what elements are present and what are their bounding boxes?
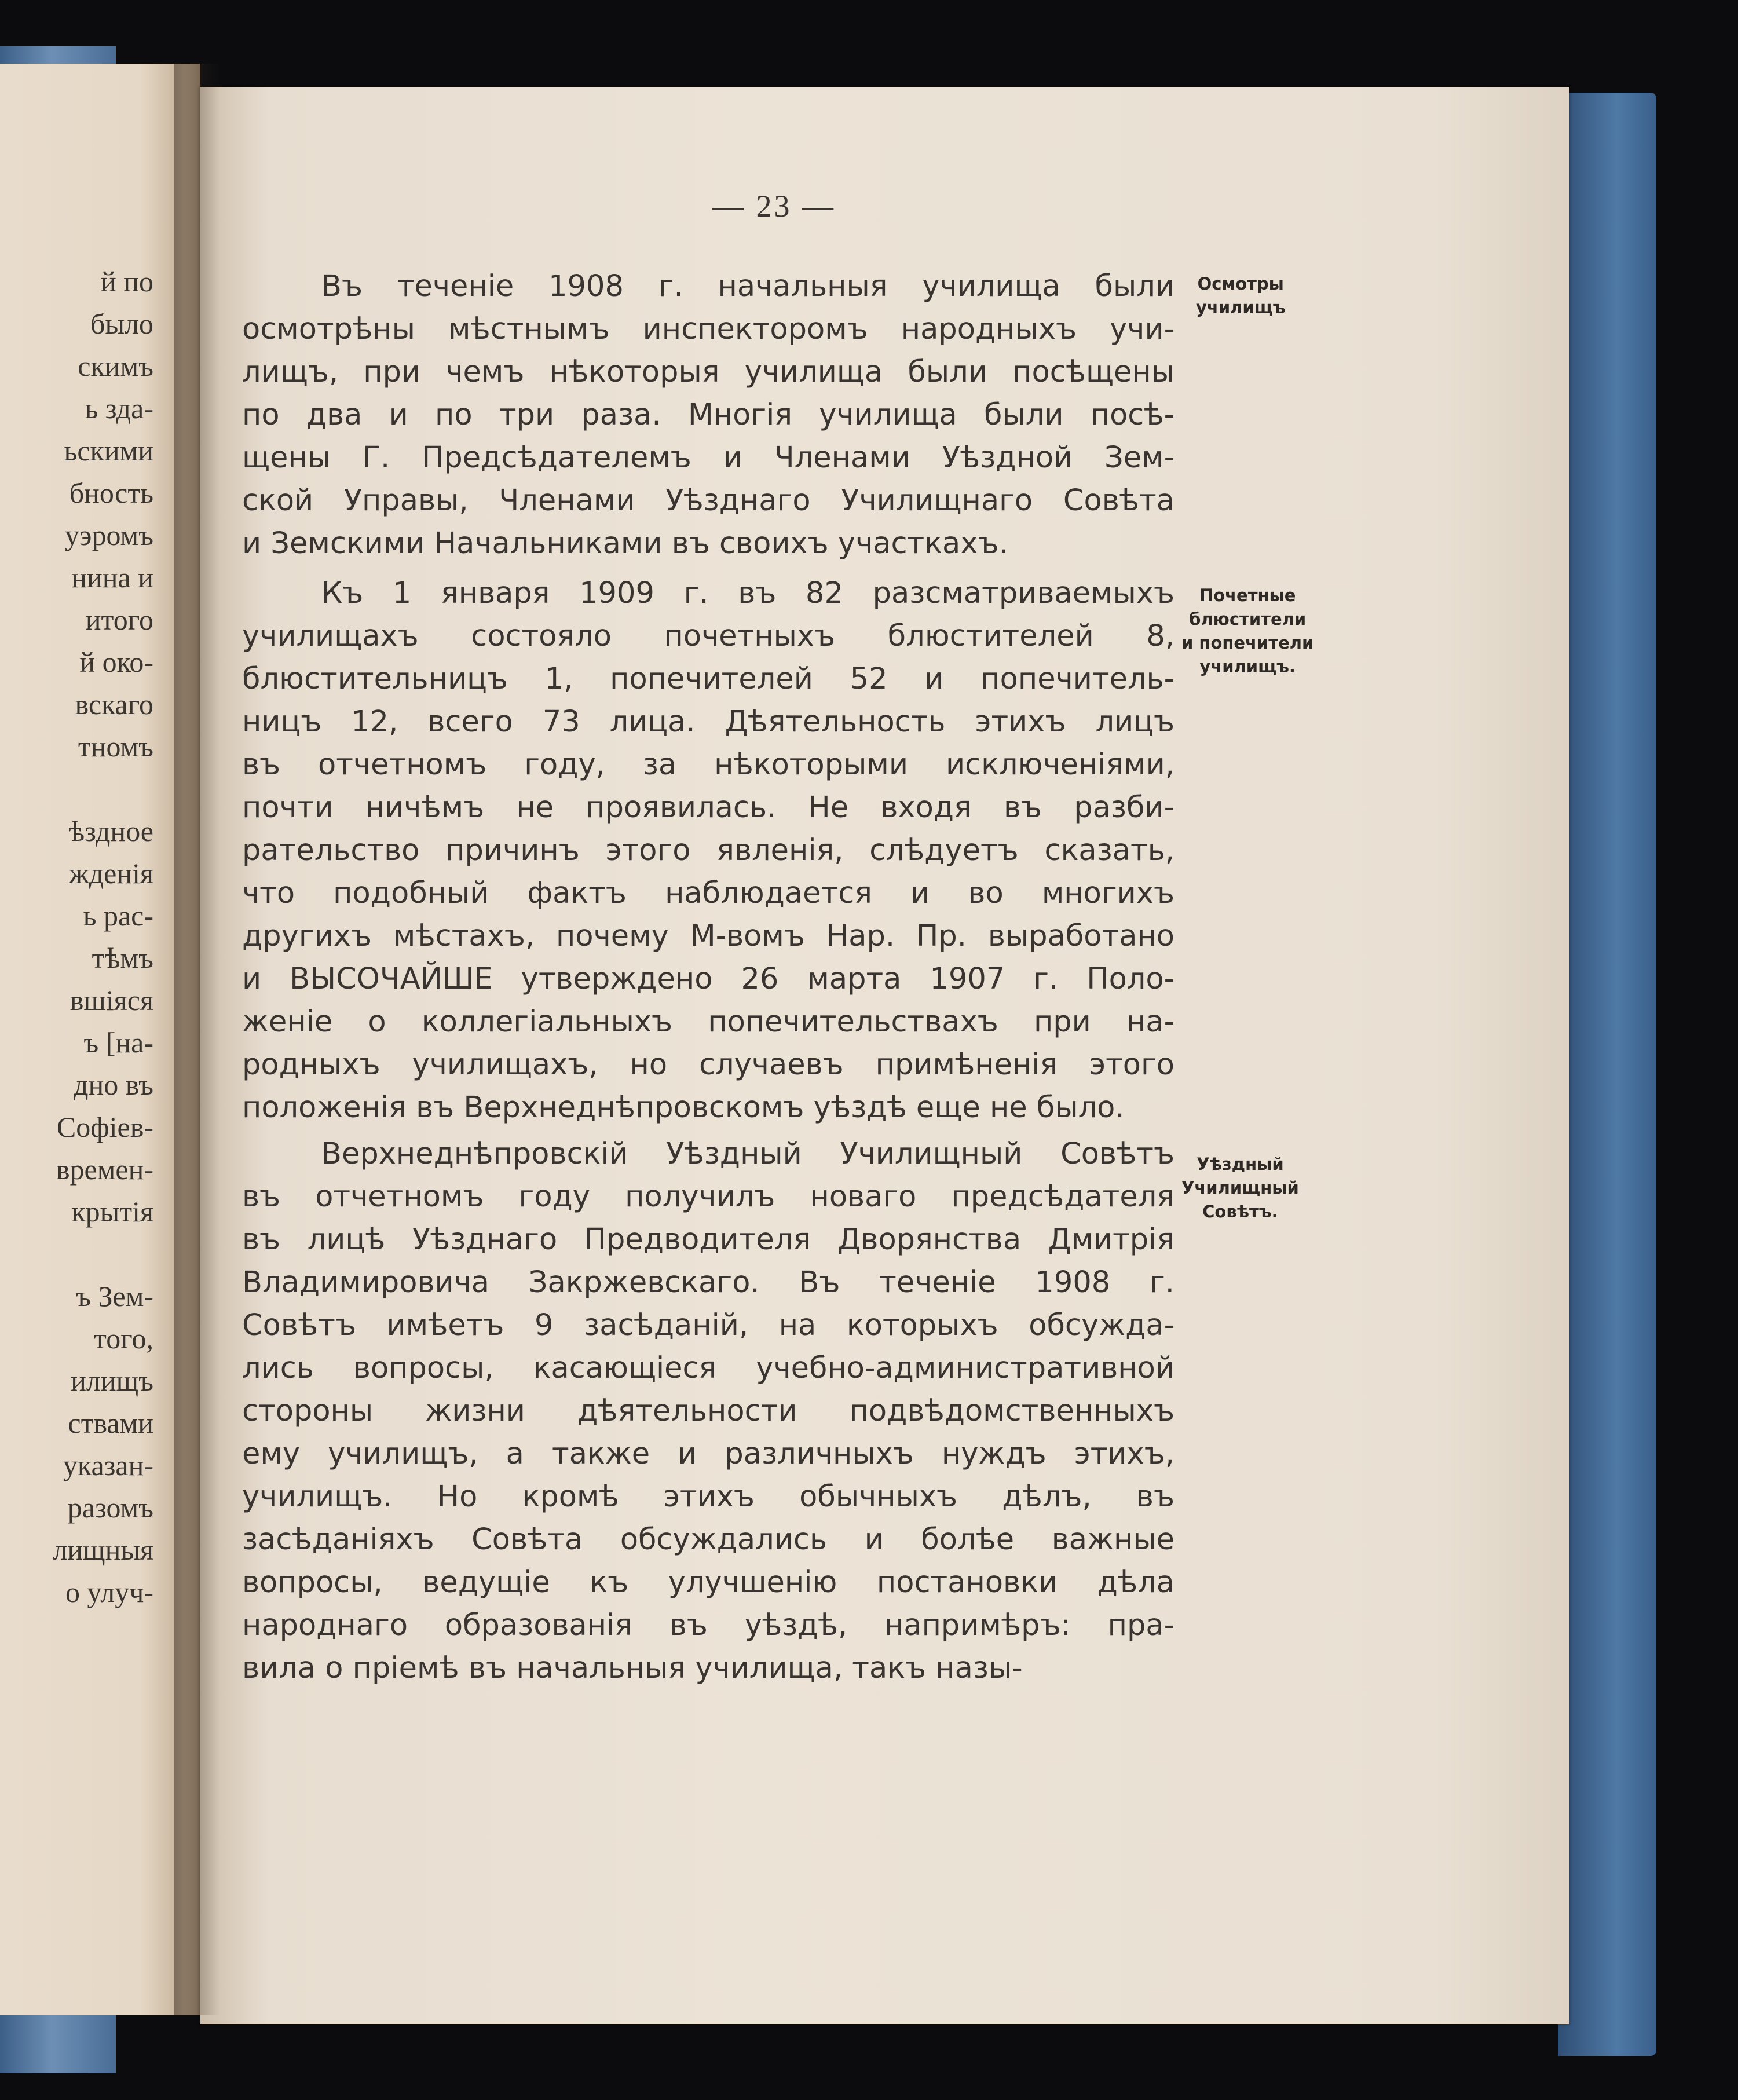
facing-page-line: ь зда- (85, 392, 153, 425)
paragraph-line: стороны жизни дѣятельности подвѣдомственныхъ (242, 1394, 1174, 1428)
facing-page-line: разомъ (67, 1491, 153, 1524)
paragraph-line: въ лицѣ Уѣзднаго Предводителя Дворянства Дмитрія (242, 1223, 1174, 1257)
paragraph-line: родныхъ училищахъ, но случаевъ примѣненія этого (242, 1048, 1174, 1082)
facing-page-line: тномъ (78, 730, 153, 763)
book-cover-right (1558, 93, 1656, 2056)
paragraph-line: ему училищъ, а также и различныхъ нуждъ этихъ, (242, 1437, 1174, 1471)
paragraph-line: въ отчетномъ году получилъ новаго предсѣдателя (242, 1180, 1174, 1214)
paragraph-line: ской Управы, Членами Уѣзднаго Училищнаго Совѣта (242, 484, 1174, 518)
margin-note (1181, 1153, 1299, 1224)
paragraph-line: и Земскими Начальниками въ своихъ участкахъ. (242, 526, 1008, 561)
margin-note-line: Уѣздный (1197, 1154, 1284, 1174)
facing-page-gap (53, 768, 153, 810)
page-number: — 23 — (712, 189, 836, 224)
margin-note-line: Училищный (1181, 1178, 1299, 1198)
paragraph-line: училищахъ состояло почетныхъ блюстителей 8, (242, 619, 1174, 653)
paragraph-line: другихъ мѣстахъ, почему М-вомъ Нар. Пр. выработано (242, 919, 1174, 953)
facing-page-line: времен- (56, 1153, 153, 1186)
paragraph-line: что подобный фактъ наблюдается и во многихъ (242, 876, 1174, 910)
paragraph-line: лись вопросы, касающіеся учебно-административной (242, 1351, 1174, 1385)
facing-page-line: бность (69, 477, 153, 509)
margin-note-line: училищъ (1196, 298, 1286, 317)
paragraph-line: народнаго образованія въ уѣздѣ, напримѣръ: пра- (242, 1608, 1174, 1642)
paragraph-line: блюстительницъ 1, попечителей 52 и попечитель- (242, 662, 1174, 696)
paragraph-first-line: Въ теченіе 1908 г. начальныя училища были (321, 269, 1174, 303)
paragraph-first-line: Къ 1 января 1909 г. въ 82 разсматриваемыхъ (321, 576, 1174, 610)
margin-note-line: Совѣтъ. (1202, 1202, 1278, 1221)
facing-page-line: илищъ (71, 1364, 153, 1397)
facing-page-line: крытія (71, 1195, 153, 1228)
facing-page-line: тѣмъ (92, 942, 153, 974)
facing-page-line: было (90, 308, 153, 340)
paragraph-line: лищъ, при чемъ нѣкоторыя училища были посѣщены (242, 355, 1174, 389)
paragraph-line: рательство причинъ этого явленія, слѣдуетъ сказать, (242, 833, 1174, 868)
margin-note-line: Почетные (1199, 586, 1296, 605)
paragraph-line: вопросы, ведущіе къ улучшенію постановки дѣла (242, 1565, 1174, 1600)
margin-note-line: училищъ. (1199, 657, 1296, 676)
paragraph-line: засѣданіяхъ Совѣта обсуждались и болѣе важные (242, 1523, 1174, 1557)
paragraph-line: осмотрѣны мѣстнымъ инспекторомъ народныхъ учи- (242, 312, 1174, 346)
facing-page-line: вскаго (75, 688, 153, 720)
paragraph-first-line: Верхнеднѣпровскій Уѣздный Училищный Совѣтъ (321, 1137, 1174, 1171)
facing-page-gap (53, 1233, 153, 1275)
facing-page-line: вшіяся (69, 984, 153, 1016)
paragraph-line: Совѣтъ имѣетъ 9 засѣданій, на которыхъ обсужда- (242, 1308, 1174, 1342)
facing-page-line: й по (100, 265, 153, 298)
facing-page-line: о улуч- (65, 1576, 153, 1608)
facing-page-line: нина и (71, 561, 153, 594)
facing-page-line: ъ Зем- (76, 1280, 153, 1312)
facing-page-line: жденія (69, 857, 153, 890)
margin-note-line: и попечители (1181, 633, 1314, 653)
facing-page-line: того, (94, 1322, 153, 1355)
margin-note (1196, 272, 1286, 320)
paragraph-line: ницъ 12, всего 73 лица. Дѣятельность этихъ лицъ (242, 705, 1174, 739)
facing-page-line: уэромъ (64, 519, 153, 551)
facing-page-line: ьскими (64, 434, 153, 467)
facing-page-line: скимъ (78, 350, 153, 382)
facing-page-line: ь рас- (83, 899, 153, 932)
paragraph-line: училищъ. Но кромѣ этихъ обычныхъ дѣлъ, въ (242, 1480, 1174, 1514)
margin-note (1181, 584, 1313, 679)
paragraph-line: щены Г. Предсѣдателемъ и Членами Уѣздной Зем- (242, 441, 1174, 475)
facing-page-line: итого (85, 603, 153, 636)
facing-page-line: указан- (63, 1449, 153, 1481)
facing-page-line: дно въ (74, 1069, 153, 1101)
facing-page-line: ствами (68, 1407, 153, 1439)
facing-page-line: Софіев- (56, 1111, 153, 1143)
paragraph-line: Владимировича Закржевскаго. Въ теченіе 1908 г. (242, 1265, 1174, 1300)
gutter-shadow (174, 64, 220, 2015)
facing-page-line: ѣздное (69, 815, 153, 847)
paragraph-line: въ отчетномъ году, за нѣкоторыми исключеніями, (242, 748, 1174, 782)
facing-page-left (0, 64, 200, 2015)
paragraph-line: женіе о коллегіальныхъ попечительствахъ при на- (242, 1005, 1174, 1039)
paragraph-line: и ВЫСОЧАЙШЕ утверждено 26 марта 1907 г. Поло- (242, 962, 1174, 996)
paragraph-line: почти ничѣмъ не проявилась. Не входя въ разби- (242, 791, 1174, 825)
facing-page-line: ъ [на- (83, 1026, 153, 1059)
margin-note-line: Осмотры (1197, 274, 1284, 294)
facing-page-text (53, 261, 153, 1614)
facing-page-line: й око- (79, 646, 153, 678)
paragraph-line: положенія въ Верхнеднѣпровскомъ уѣздѣ еще не было. (242, 1091, 1125, 1125)
paragraph-line: вила о пріемѣ въ начальныя училища, такъ назы- (242, 1651, 1023, 1685)
facing-page-line: лищныя (53, 1534, 153, 1566)
paragraph-line: по два и по три раза. Многія училища были посѣ- (242, 398, 1174, 432)
margin-note-line: блюстители (1189, 609, 1307, 629)
